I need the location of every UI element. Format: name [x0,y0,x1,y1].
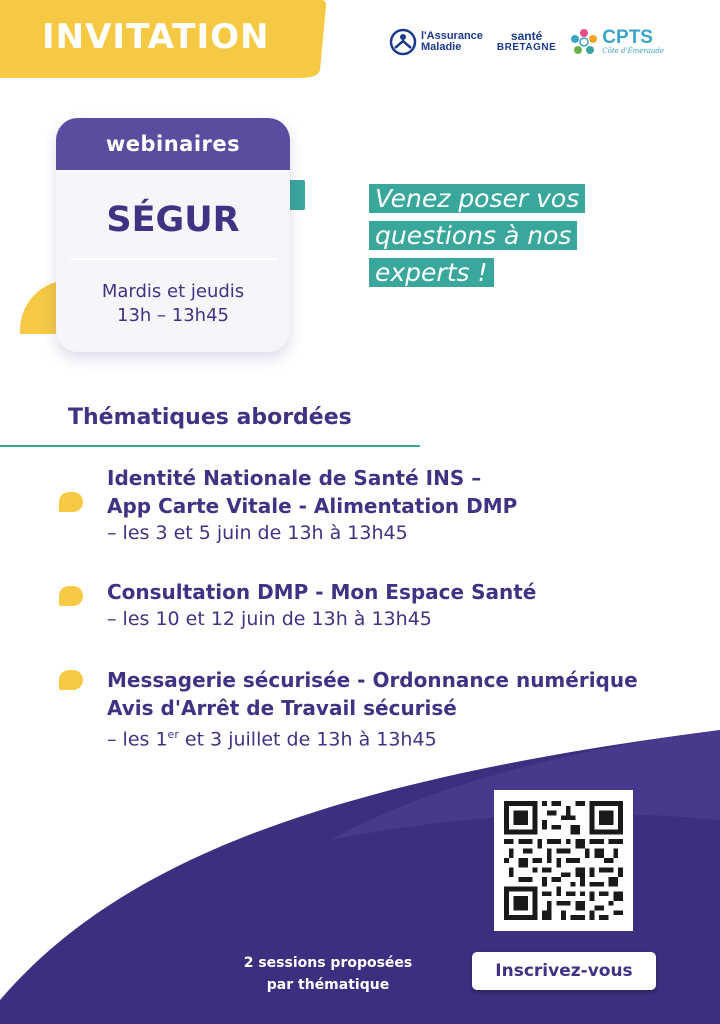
bullet-icon [59,586,83,606]
sante-bretagne-line1: santé [510,29,543,43]
assurance-maladie-text-1: l'Assurance [420,30,483,42]
cpts-logo-icon [570,28,664,56]
theme-dates: – les 10 et 12 juin de 13h à 13h45 [107,608,432,630]
theme-dates-post: et 3 juillet de 13h à 13h45 [178,728,437,751]
assurance-maladie-logo-icon [389,28,483,56]
theme-item [107,578,707,632]
signup-button[interactable]: Inscrivez-vous [472,952,656,990]
themes-divider [0,445,420,447]
themes-title: Thématiques abordées [68,405,352,430]
card-divider [70,258,276,260]
theme-dates-pre: – les 1 [107,728,168,751]
bullet-icon [59,670,83,690]
webinar-card [56,118,290,352]
theme-title-line1: Consultation DMP - Mon Espace Santé [107,580,537,604]
cpts-name: CPTS [602,27,653,48]
sessions-line2: par thématique [266,977,390,993]
card-title: SÉGUR [106,200,240,240]
assurance-maladie-text-2: Maladie [420,41,462,53]
card-days: Mardis et jeudis [101,281,245,302]
theme-title-line1: Messagerie sécurisée - Ordonnance numérique [107,668,638,692]
theme-item [107,464,707,546]
invitation-title: INVITATION [42,17,270,57]
card-label: webinaires [105,132,241,156]
sante-bretagne-logo-icon [497,30,556,54]
card-header [56,118,290,170]
bullet-icon [59,492,83,512]
theme-dates-sup: er [167,728,179,741]
sessions-note [214,952,442,996]
cpts-sub: Côte d'Émeraude [602,47,664,55]
theme-title-line2: Avis d'Arrêt de Travail sécurisé [107,696,457,720]
card-schedule [56,280,290,328]
theme-title-line1: Identité Nationale de Santé INS – [107,466,482,490]
sessions-line1: 2 sessions proposées [243,955,413,971]
tagline-text: Venez poser vos questions à nos experts ! [369,184,585,287]
invitation-banner [0,0,326,78]
sante-bretagne-line2: BRETAGNE [496,42,557,53]
partner-logos [389,22,664,62]
card-time: 13h – 13h45 [117,305,229,326]
tagline [369,180,659,291]
theme-title-line2: App Carte Vitale - Alimentation DMP [107,494,518,518]
theme-dates: – les 3 et 5 juin de 13h à 13h45 [107,522,408,544]
qr-code-icon[interactable] [494,790,633,931]
